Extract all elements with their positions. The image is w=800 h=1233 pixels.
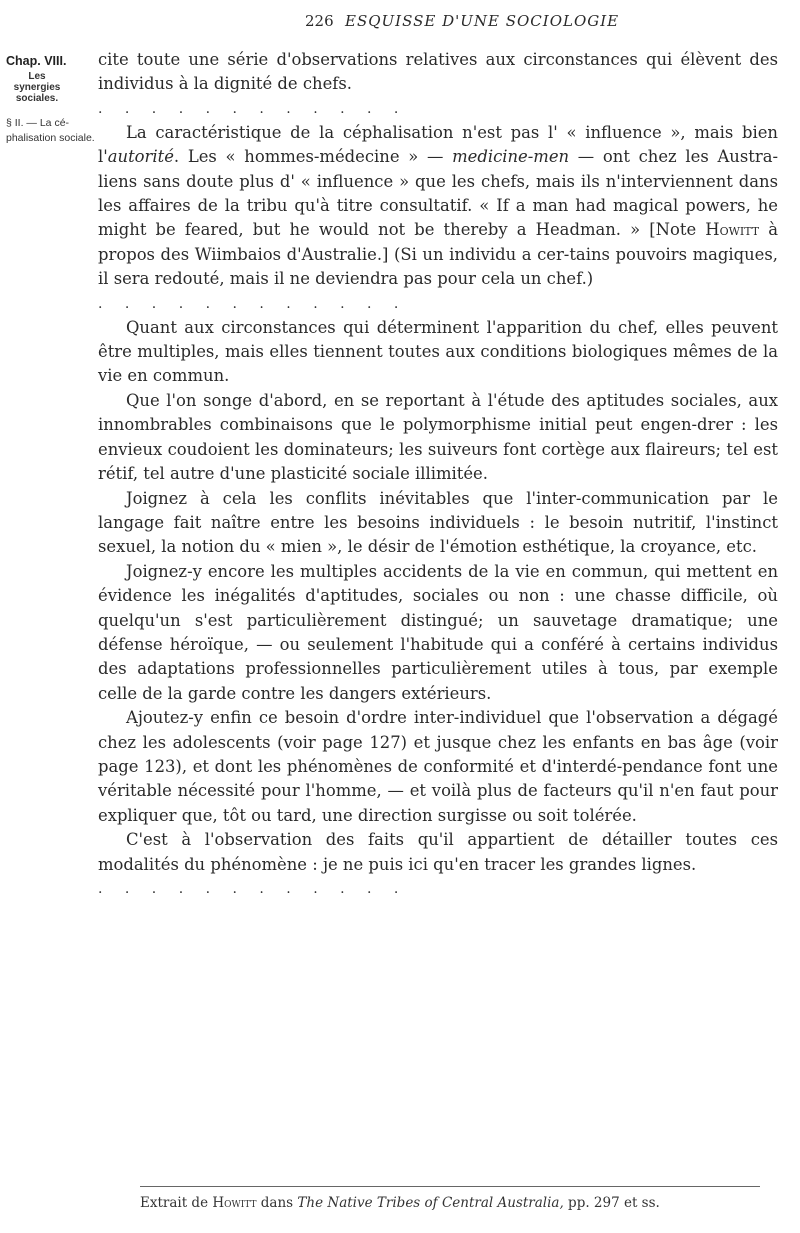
p2-howitt: Howitt bbox=[705, 220, 760, 240]
footnote bbox=[140, 1195, 660, 1211]
paragraph-5: Joignez à cela les conflits inévitables que l'inter-communication par le langage fait naître entre les besoins individuels : le besoin nutritif, l'instinct sexuel, la notion du « mien », le désir de l'émotion esthétique, la croyance, etc. bbox=[98, 488, 778, 557]
paragraph-3: Quant aux circonstances qui déterminent l'apparition du chef, elles peuvent être multiples, mais elles tiennent toutes aux conditions biologiques mêmes de la vie en commun. bbox=[98, 317, 778, 386]
page-header bbox=[0, 12, 800, 32]
p2-part-c: — ont chez les Austra-liens sans doute plus d' « influence » que les chefs, mais ils n'interviennent dans les affaires de la tribu qu'à titre consultatif. « If a man had magical powers, he might be feared, but he would not be thereby a Headman. » [Note bbox=[98, 147, 779, 240]
ellipsis-dots: . . . . . . . . . . . . bbox=[98, 100, 408, 117]
page-number: 226 bbox=[305, 12, 334, 30]
margin-synergies: Les synergies sociales. bbox=[13, 71, 61, 104]
footnote-title: The Native Tribes of Central Australia, bbox=[297, 1195, 564, 1211]
p2-medicine-men: medicine-men bbox=[452, 147, 570, 167]
paragraph-7: Ajoutez-y enfin ce besoin d'ordre inter-individuel que l'observation a dégagé chez les adolescents (voir page 127) et jusque chez les enfants en bas âge (voir page 123), et dont les phénomènes de conformité et d'interdé-pendance font une véritable nécessité pour l'homme, — et voilà plus de facteurs qu'il n'en faut pour expliquer que, tôt ou tard, une direction surgisse ou soit tolérée. bbox=[98, 708, 778, 825]
p2-autorite: autorité bbox=[107, 147, 174, 167]
paragraph-1: cite toute une série d'observations relatives aux circonstances qui élèvent des individus à la dignité de chefs. bbox=[98, 50, 778, 94]
running-title: ESQUISSE D'UNE SOCIOLOGIE bbox=[345, 12, 620, 30]
footnote-author: Howitt bbox=[212, 1195, 257, 1211]
footnote-suffix: pp. 297 et ss. bbox=[563, 1195, 660, 1211]
paragraph-4: Que l'on songe d'abord, en se reportant à l'étude des aptitudes sociales, aux innombrables combinaisons que le polymorphisme initial peut engen-drer : les envieux coudoient les dominateurs; les suiveurs font cortège aux flaireurs; tel est rétif, tel autre d'une plasticité sociale illimitée. bbox=[98, 390, 778, 484]
paragraph-6: Joignez-y encore les multiples accidents de la vie en commun, qui mettent en évidence les inégalités d'aptitudes, sociales ou non : une chasse difficile, où quelqu'un s'est particulièrement distingué; un sauvetage dramatique; une défense héroïque, — ou seulement l'habitude qui a conféré à certains individus des adaptations professionnelles particulièrement utiles à tous, par exemple celle de la garde contre les dangers extérieurs. bbox=[98, 561, 778, 703]
margin-chapter: Chap. VIII. bbox=[6, 54, 67, 68]
footnote-middle: dans bbox=[256, 1195, 298, 1211]
ellipsis-dots-2: . . . . . . . . . . . . bbox=[98, 295, 408, 312]
end-ellipsis-dots: . . . . . . . . . . . . bbox=[98, 881, 408, 897]
paragraph-8: C'est à l'observation des faits qu'il appartient de détailler toutes ces modalités du phénomène : je ne puis ici qu'en tracer les grandes lignes. bbox=[98, 830, 778, 874]
footnote-prefix: Extrait de bbox=[140, 1195, 213, 1211]
margin-notes bbox=[6, 54, 96, 146]
p2-part-d: à propos des Wiimbaios d'Australie.] (Si un individu a cer-tains pouvoirs magiques, il sera redouté, mais il ne deviendra pas pour cela un chef.) bbox=[98, 220, 779, 289]
p2-part-a: La caractéristique de la céphalisation n'est pas l' « influence », mais bien l' bbox=[98, 122, 778, 167]
body-text bbox=[98, 48, 778, 901]
footnote-rule bbox=[140, 1186, 760, 1187]
p2-part-b: . Les « hommes-médecine » — bbox=[173, 147, 453, 167]
paragraph-2 bbox=[98, 121, 778, 292]
margin-section: § II. — La cé-phalisation sociale. bbox=[6, 117, 95, 144]
